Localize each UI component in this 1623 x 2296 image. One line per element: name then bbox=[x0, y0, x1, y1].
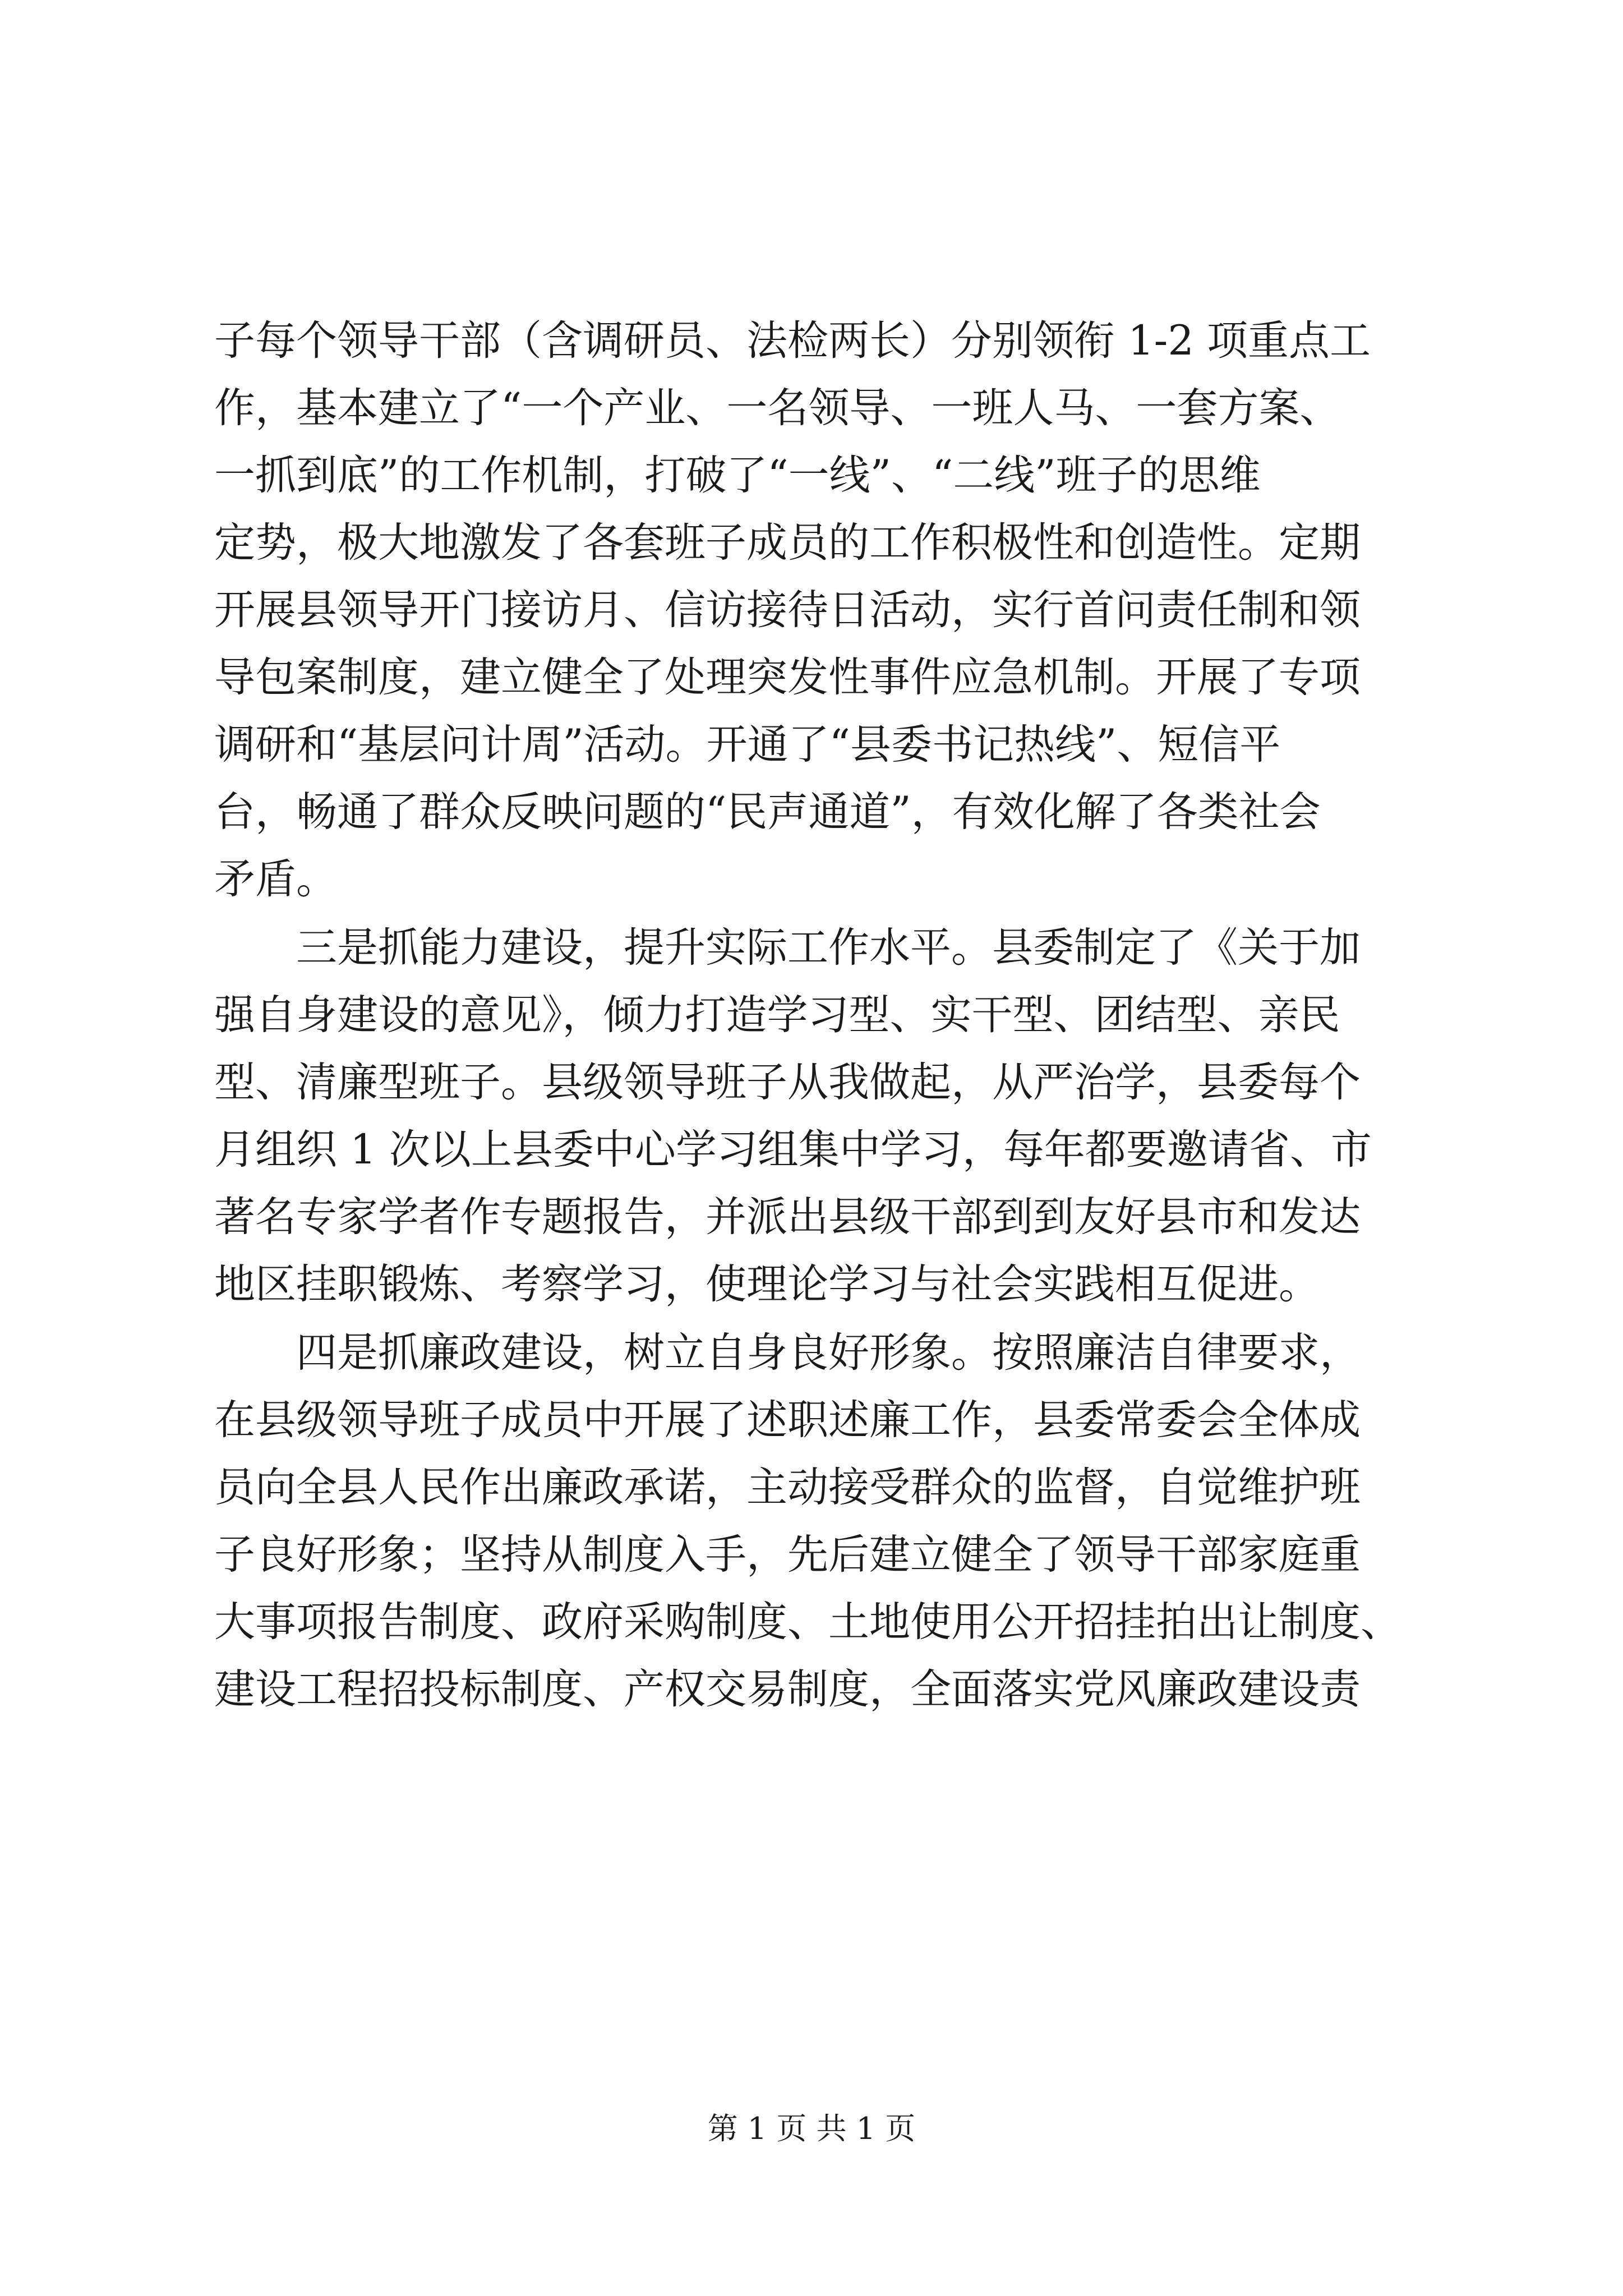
text-line: 强自身建设的意见》，倾力打造学习型、实干型、团结型、亲民 bbox=[214, 991, 1340, 1039]
text-line: 子每个领导干部（含调研员、法检两长）分别领衔 1-2 项重点工 bbox=[214, 317, 1371, 365]
paragraph-first-line: 四是抓廉政建设，树立自身良好形象。按照廉洁自律要求， bbox=[296, 1329, 1361, 1377]
text-line: 子良好形象；坚持从制度入手，先后建立健全了领导干部家庭重 bbox=[214, 1531, 1361, 1579]
text-line: 一抓到底”的工作机制，打破了“一线”、“二线”班子的思维 bbox=[214, 452, 1261, 499]
text-line: 矛盾。 bbox=[214, 855, 337, 903]
text-line: 在县级领导班子成员中开展了述职述廉工作，县委常委会全体成 bbox=[214, 1396, 1361, 1444]
text-line: 作，基本建立了“一个产业、一名领导、一班人马、一套方案、 bbox=[214, 384, 1341, 432]
text-line: 月组织 1 次以上县委中心学习组集中学习，每年都要邀请省、市 bbox=[214, 1126, 1372, 1174]
text-line: 建设工程招投标制度、产权交易制度，全面落实党风廉政建设责 bbox=[214, 1665, 1361, 1713]
text-line: 大事项报告制度、政府采购制度、土地使用公开招挂拍出让制度、 bbox=[214, 1598, 1401, 1646]
page-footer: 第 1 页 共 1 页 bbox=[707, 2111, 916, 2146]
text-line: 台，畅通了群众反映问题的“民声通道”，有效化解了各类社会 bbox=[214, 788, 1321, 836]
text-line: 员向全县人民作出廉政承诺，主动接受群众的监督，自觉维护班 bbox=[214, 1464, 1361, 1511]
paragraph-first-line: 三是抓能力建设，提升实际工作水平。县委制定了《关于加 bbox=[296, 924, 1361, 972]
text-line: 调研和“基层问计周”活动。开通了“县委书记热线”、短信平 bbox=[214, 721, 1281, 769]
text-line: 地区挂职锻炼、考察学习，使理论学习与社会实践相互促进。 bbox=[214, 1260, 1320, 1308]
text-line: 型、清廉型班子。县级领导班子从我做起，从严治学，县委每个 bbox=[214, 1059, 1361, 1106]
text-line: 著名专家学者作专题报告，并派出县级干部到到友好县市和发达 bbox=[214, 1193, 1361, 1241]
text-line: 定势，极大地激发了各套班子成员的工作积极性和创造性。定期 bbox=[214, 519, 1361, 567]
text-line: 开展县领导开门接访月、信访接待日活动，实行首问责任制和领 bbox=[214, 586, 1361, 634]
text-line: 导包案制度，建立健全了处理突发性事件应急机制。开展了专项 bbox=[214, 654, 1361, 701]
